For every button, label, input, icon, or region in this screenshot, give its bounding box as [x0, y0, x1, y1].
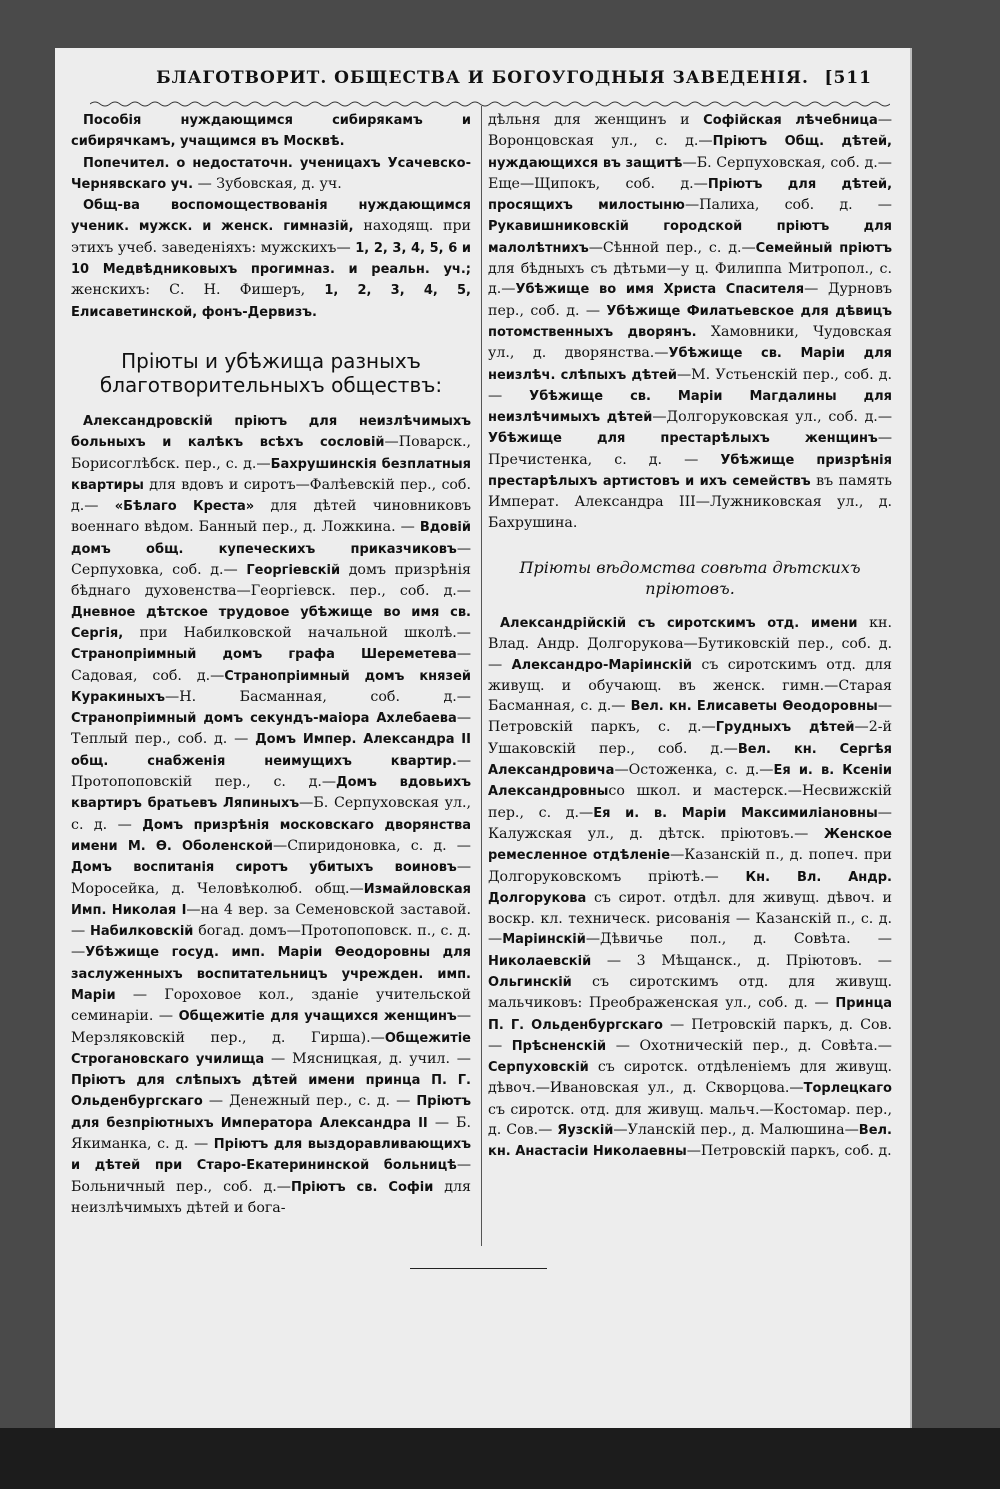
- bold-entry-name: Убѣжище во имя Христа Спасителя: [515, 282, 805, 298]
- entry-text: — Гороховое кол., зданіе учительской семинаріи. —: [71, 986, 471, 1025]
- entry-text: —Б. Серпуховская ул., с. д. —: [71, 795, 471, 833]
- entry-text: съ сиротск. отдѣленіемъ для живущ. дѣвоч.—Ивановская ул., д. Скворцова.—: [488, 1059, 892, 1097]
- entry-text: —2-й Ушаковскій пер., соб. д.—: [488, 719, 892, 757]
- entry-text: —Пречистенка, с. д. —: [488, 430, 892, 468]
- entry-text: для вдовъ и сиротъ—Фалѣевскій пер., соб. д.—: [71, 476, 471, 515]
- page-number: [511: [824, 68, 872, 88]
- bold-entry-name: Убѣжище св. Маріи Магдалины для неизлѣчимыхъ дѣтей: [488, 388, 892, 426]
- entry-text: — Зубовская, д. уч.: [193, 175, 342, 192]
- header-title: БЛАГОТВОРИТ. ОБЩЕСТВА И БОГОУГОДНЫЯ ЗАВЕДЕНІЯ.: [156, 68, 809, 88]
- bold-entry-name: Убѣжище Филатьевское для дѣвицъ потомственныхъ дворянъ.: [488, 303, 892, 340]
- bold-entry-name: Ольгинскій: [488, 974, 572, 990]
- bold-entry-name: Убѣжище для престарѣлыхъ женщинъ: [488, 431, 878, 447]
- entry-text: —Садовая, соб. д.—: [71, 646, 471, 684]
- right-para-1: [488, 110, 892, 533]
- bold-entry-name: Прѣсненскій: [511, 1038, 607, 1054]
- bold-entry-name: Александровскій пріютъ для неизлѣчимыхъ больныхъ и калѣкъ всѣхъ сословій: [71, 413, 471, 451]
- entry-text: —Поварск., Борисоглѣбск. пер., с. д.—: [71, 434, 471, 472]
- bold-entry-name: Общежитіе для учащихся женщинъ: [178, 1009, 457, 1025]
- entry-text: — Петровскій паркъ, д. Сов. —: [488, 1016, 892, 1054]
- running-header: [55, 68, 910, 98]
- left-para-3: [71, 195, 471, 323]
- scan-bottom-band: [0, 1428, 1000, 1489]
- bold-entry-name: Попечител. о недостаточн. ученицахъ Усачевско-Чернявскаго уч.: [71, 155, 471, 192]
- bold-entry-name: Георгіевскій: [246, 563, 341, 579]
- bold-entry-name: Дневное дѣтское трудовое убѣжище во имя св. Сергія,: [71, 604, 471, 641]
- entry-text: —Серпуховка, соб. д.—: [71, 540, 471, 579]
- bold-entry-name: Пріютъ Общ. дѣтей, нуждающихся въ защитѣ: [488, 134, 892, 171]
- bold-entry-name: 1, 2, 3, 4, 5, 6 и 10 Медвѣдниковыхъ прогимназ. и реальн. уч.;: [71, 240, 471, 278]
- entry-text: —Б. Серпуховская, соб. д.—Еще—Щипокъ, соб. д.—: [488, 154, 892, 192]
- entry-text: —Моросейка, д. Человѣколюб. общ.—: [71, 859, 471, 897]
- entry-text: — Б. Якиманка, с. д. —: [71, 1114, 471, 1153]
- bold-entry-name: Убѣжище госуд. имп. Маріи Ѳеодоровны для заслуженныхъ воспитательницъ учрежден. имп. Маріи: [71, 945, 471, 1003]
- entry-text: —Палиха, соб. д. —: [684, 197, 892, 214]
- entry-text: —Петровскій паркъ, с. д.—: [488, 698, 892, 736]
- entry-text: съ сиротск. отд. для живущ. мальч.—Костомар. пер., д. Сов.—: [488, 1101, 892, 1139]
- bold-entry-name: Пріютъ для безпріютныхъ Императора Александра II: [71, 1094, 471, 1131]
- entry-text: —Н. Басманная, соб. д.—: [165, 688, 471, 705]
- section-subheading: Пріюты вѣдомства совѣта дѣтскихъ пріютовъ.: [519, 557, 861, 598]
- bold-entry-name: «Бѣлаго Креста»: [114, 499, 255, 515]
- entry-text: —Дѣвичье пол., д. Совѣта. —: [585, 931, 892, 948]
- bold-entry-name: Серпуховскій: [488, 1060, 589, 1076]
- bold-entry-name: Пріютъ для дѣтей, просящихъ милостыню: [488, 176, 893, 214]
- entry-text: —Теплый пер., соб. д. —: [71, 710, 471, 748]
- entry-text: —Уланскій пер., д. Малюшина—: [613, 1122, 859, 1139]
- entry-text: —Казанскій п., д. попеч. при Долгоруковскомъ пріютѣ.—: [488, 847, 892, 885]
- bold-entry-name: Александро-Маріинскій: [511, 657, 693, 673]
- entry-text: кн. Влад. Андр. Долгорукова—Бутиковскій пер., соб. д. —: [488, 614, 892, 673]
- entry-text: —на 4 вер. за Семеновской заставой. —: [71, 901, 471, 940]
- entry-text: находящ. при этихъ учеб. заведеніяхъ: мужскихъ—: [71, 218, 472, 256]
- entry-text: женскихъ: С. Н. Фишеръ,: [71, 282, 325, 299]
- entry-text: для бѣдныхъ съ дѣтьми—у ц. Филиппа Митропол., с. д.—: [488, 261, 892, 298]
- entry-text: — 3 Мѣщанск., д. Пріютовъ. —: [591, 952, 892, 969]
- bold-entry-name: Домъ призрѣнія московскаго дворянства имени М. Ѳ. Оболенской: [71, 817, 471, 854]
- entry-text: —Протопоповскій пер., с. д.—: [71, 752, 471, 791]
- entry-text: —Калужская ул., д. дѣтск. пріютовъ.—: [488, 804, 892, 842]
- bold-entry-name: Семейный пріютъ: [755, 240, 892, 256]
- bold-entry-name: Домъ воспитанія сиротъ убитыхъ воиновъ: [71, 860, 457, 876]
- bold-entry-name: Вел. кн. Сергѣя Александровича: [488, 741, 892, 779]
- right-column: [488, 110, 892, 1163]
- bold-entry-name: Маріинскій: [502, 932, 586, 948]
- right-para-2: [488, 613, 892, 1163]
- entry-text: —Мерзляковскій пер., д. Гирша).—: [71, 1008, 471, 1046]
- bold-entry-name: Николаевскій: [488, 953, 592, 969]
- entry-text: богад. домъ—Протопоповск. п., с. д.—: [71, 923, 471, 961]
- bold-entry-name: Ея и. в. Ксеніи Александровны: [488, 763, 892, 800]
- left-column: [71, 110, 471, 1218]
- entry-text: — Дурновъ пер., соб. д. —: [488, 281, 892, 319]
- entry-text: Хамовники, Чудовская ул., д. дворянства.—: [488, 323, 892, 362]
- entry-text: въ память Императ. Александра III—Лужниковская ул., д. Бахрушина.: [488, 473, 892, 531]
- bold-entry-name: Яузскій: [557, 1123, 614, 1139]
- page-edge: [910, 48, 912, 1428]
- bold-entry-name: Убѣжище св. Маріи для неизлѣч. слѣпыхъ дѣтей: [488, 346, 892, 383]
- entry-text: — Охотническій пер., д. Совѣта.—: [606, 1037, 892, 1054]
- bold-entry-name: Пріютъ св. Софіи: [291, 1179, 434, 1195]
- entry-text: —Петровскій паркъ, соб. д.: [686, 1143, 892, 1160]
- bold-entry-name: Странопріимный домъ секундъ-маіора Ахлебаева: [71, 711, 457, 727]
- bold-entry-name: Странопріимный домъ графа Шереметева: [71, 647, 457, 663]
- bold-entry-name: Вел. кн. Елисаветы Ѳеодоровны: [630, 699, 878, 715]
- bold-entry-name: Пріютъ для слѣпыхъ дѣтей имени принца П. Г. Ольденбургскаго: [71, 1073, 471, 1110]
- bold-entry-name: 1, 2, 3, 4, 5, Елисаветинской, фонъ-Дервизъ.: [71, 283, 471, 320]
- entry-text: дѣльня для женщинъ и: [488, 112, 704, 128]
- decorative-wavy-rule: [90, 100, 890, 108]
- entry-text: —М. Устьенскій пер., соб. д.—: [488, 366, 892, 404]
- bold-entry-name: Кн. Вл. Андр. Долгорукова: [488, 869, 892, 906]
- entry-text: съ сирот. отдѣл. для живущ. дѣвоч. и воскр. кл. техническ. рисованія — Казанскій п., с. д.—: [488, 889, 892, 948]
- bold-entry-name: Общ-ва воспомоществованія нуждающимся ученик. мужск. и женск. гимназій,: [71, 198, 471, 235]
- bold-entry-name: Торлецкаго: [803, 1081, 892, 1097]
- entry-text: для неизлѣчимыхъ дѣтей и бога-: [71, 1178, 471, 1216]
- bold-entry-name: Ея и. в. Маріи Максимиліановны: [593, 805, 878, 821]
- entry-text: —Спиридоновка, с. д. —: [273, 837, 471, 854]
- bold-entry-name: Странопріимный домъ князей Куракиныхъ: [71, 668, 471, 705]
- bold-entry-name: Домъ вдовьихъ квартиръ братьевъ Ляпиныхъ: [71, 775, 471, 812]
- entry-text: при Набилковской начальной школѣ.—: [123, 624, 471, 641]
- entry-text: —Остоженка, с. д.—: [614, 762, 774, 779]
- bold-entry-name: Набилковскій: [89, 924, 194, 940]
- entry-text: домъ призрѣнія бѣднаго духовенства—Георгіевск. пер., соб. д.—: [71, 562, 471, 600]
- bold-entry-name: Рукавишниковскій городской пріютъ для малолѣтнихъ: [488, 219, 892, 256]
- bold-entry-name: Вдовій домъ общ. купеческихъ приказчиковъ: [71, 520, 471, 557]
- bold-entry-name: Александрійскій съ сиротскимъ отд. имени: [500, 615, 858, 631]
- bold-entry-name: Женское ремесленное отдѣленіе: [488, 826, 892, 864]
- section-heading: Пріюты и убѣжища разныхъ благотворительныхъ обществъ:: [99, 348, 443, 397]
- entry-text: —Сѣнной пер., с. д.—: [588, 239, 756, 256]
- left-para-1: [71, 110, 471, 153]
- bold-entry-name: Софійская лѣчебница: [703, 113, 878, 128]
- entry-text: съ сиротскимъ отд. для живущ. мальчиковъ: Преображенская ул., соб. д. —: [488, 973, 892, 1012]
- entry-text: —Долгоруковская ул., соб. д.—: [652, 409, 893, 426]
- entry-text: — Денежный пер., с. д. —: [202, 1093, 417, 1110]
- left-para-2: [71, 153, 471, 196]
- entry-text: —Воронцовская ул., с. д.—: [488, 112, 892, 150]
- bold-entry-name: Вел. кн. Анастасіи Николаевны: [488, 1123, 892, 1160]
- bold-entry-name: Домъ Импер. Александра II общ. снабженія неимущихъ квартир.: [71, 732, 471, 769]
- bold-entry-name: Убѣжище призрѣнія престарѣлыхъ артистовъ и ихъ семействъ: [488, 452, 892, 490]
- entry-text: со школ. и мастерск.—Несвижскій пер., с. д.—: [488, 783, 892, 821]
- column-divider: [481, 106, 482, 1246]
- bold-entry-name: Грудныхъ дѣтей: [715, 720, 855, 736]
- bold-entry-name: Пріютъ для выздоравливающихъ и дѣтей при Старо-Екатерининской больницѣ: [71, 1137, 471, 1174]
- entry-text: для дѣтей чиновниковъ военнаго вѣдом. Банный пер., д. Ложкина. —: [71, 498, 471, 536]
- bold-entry-name: Измайловская Имп. Николая I: [71, 881, 471, 918]
- entry-text: —Больничный пер., соб. д.—: [71, 1157, 471, 1195]
- bold-entry-name: Общежитіе Строгановскаго училища: [71, 1030, 471, 1067]
- end-rule: [410, 1268, 547, 1269]
- bold-entry-name: Принца П. Г. Ольденбургскаго: [488, 996, 892, 1033]
- bold-entry-name: Пособія нуждающимся сибирякамъ и сибирячкамъ, учащимся въ Москвѣ.: [71, 113, 471, 150]
- left-para-4: [71, 411, 471, 1218]
- entry-text: — Мясницкая, д. учил. —: [264, 1050, 471, 1067]
- bold-entry-name: Бахрушинскія безплатныя квартиры: [71, 456, 471, 493]
- entry-text: съ сиротскимъ отд. для живущ. и обучающ. въ женск. гимн.—Старая Басманная, с. д.—: [488, 656, 892, 715]
- document-page: [55, 48, 910, 1428]
